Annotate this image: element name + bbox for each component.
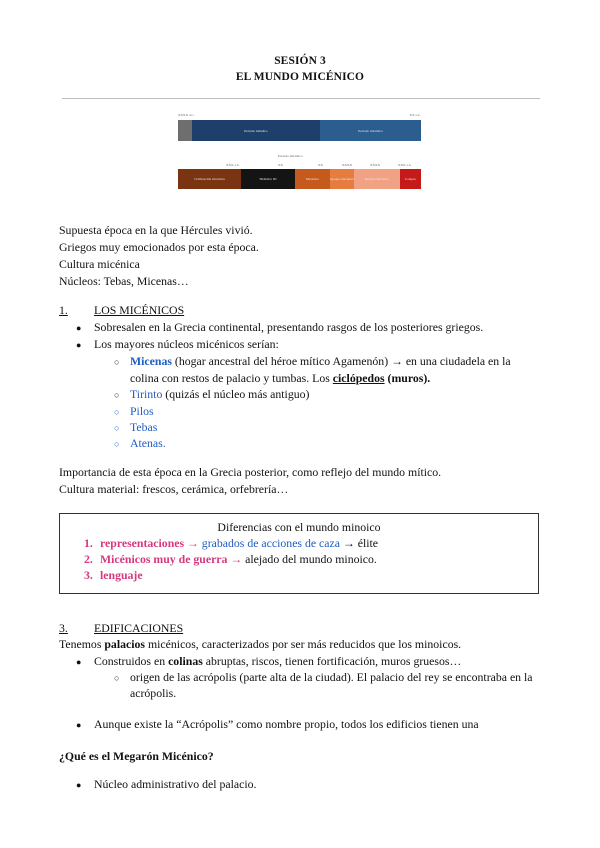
importance-line: Cultura material: frescos, cerámica, orfebrería… xyxy=(59,482,289,496)
section3-bullet: Aunque existe la “Acrópolis” como nombre propio, todos los edificios tienen una xyxy=(94,717,479,731)
colinas-term: colinas xyxy=(168,654,203,668)
bullet-dot: ● xyxy=(76,720,82,730)
arrow: → xyxy=(227,552,246,566)
timeline-image xyxy=(178,110,421,190)
box-item-1 xyxy=(100,536,378,551)
box-item-3: lenguaje xyxy=(100,568,143,582)
timeline-tick-label: XXXX xyxy=(342,163,353,167)
text: Construidos en xyxy=(94,654,169,668)
timeline-bottom-segment: Civilización micénica xyxy=(178,169,241,189)
bullet-dot: ● xyxy=(76,780,82,790)
bullet-dot: ● xyxy=(76,657,82,667)
section1-heading: LOS MICÉNICOS xyxy=(94,303,185,317)
micenas-name: Micenas xyxy=(130,354,172,368)
micenas-line-2 xyxy=(130,371,430,386)
micenas-text: (hogar ancestral del héroe mítico Agamenón) → en una ciudadela en la xyxy=(171,354,511,368)
sub-bullet-circle: ○ xyxy=(114,407,120,417)
box-item-2-rest: alejado del mundo minoico. xyxy=(245,552,377,566)
micenas-text: colina con restos de palacio y tumbas. Los xyxy=(130,371,333,385)
pilos-item: Pilos xyxy=(130,404,154,418)
box-item-1-rest: → élite xyxy=(340,536,379,550)
arrow: → xyxy=(184,536,202,550)
megaron-bullet: Núcleo administrativo del palacio. xyxy=(94,777,257,791)
muros-term: (muros). xyxy=(384,371,431,385)
intro-line: Supuesta época en la que Hércules vivió. xyxy=(59,223,253,237)
section1-bullet: Sobresalen en la Grecia continental, presentando rasgos de los posteriores griegos. xyxy=(94,320,484,334)
timeline-bottom-segment: Colapso xyxy=(400,169,421,189)
header-divider xyxy=(62,98,540,99)
section3-bullet xyxy=(94,654,461,669)
timeline-top-segment: Periodo micénico xyxy=(320,120,421,141)
importance-line: Importancia de esta época en la Grecia posterior, como reflejo del mundo mítico. xyxy=(59,465,442,479)
section3-sub-bullet: origen de las acrópolis (parte alta de la ciudad). El palacio del rey se encontraba en la xyxy=(130,670,533,684)
session-label: SESIÓN 3 xyxy=(274,55,326,67)
timeline-tick-label: XX xyxy=(278,163,284,167)
box-item-number: 3. xyxy=(84,568,93,582)
intro-line: Cultura micénica xyxy=(59,257,140,271)
section3-intro xyxy=(59,637,461,652)
timeline-bottom-segment: Apogeo micénico xyxy=(330,169,354,189)
timeline-top-segment xyxy=(178,120,192,141)
timeline-top-left-label: XXXX a.C. xyxy=(178,113,195,117)
tirinto-line xyxy=(130,387,309,402)
timeline-center-label: Periodo micénico xyxy=(278,154,303,158)
text: Tenemos xyxy=(59,637,105,651)
atenas-item: Atenas. xyxy=(130,436,166,450)
ciclopeos-term: ciclópedos xyxy=(332,371,385,385)
timeline-bottom-segment: Micénico xyxy=(295,169,330,189)
bullet-dot: ● xyxy=(76,340,82,350)
box-item-number: 1. xyxy=(84,536,93,550)
box-item-1-blue: grabados de acciones de caza xyxy=(201,536,341,550)
intro-line: Núcleos: Tebas, Micenas… xyxy=(59,274,189,288)
megaron-question: ¿Qué es el Megarón Micénico? xyxy=(59,749,214,763)
box-item-2-bold: Micénicos muy de guerra xyxy=(100,552,228,566)
section3-heading: EDIFICACIONES xyxy=(94,621,184,635)
tirinto-name: Tirinto xyxy=(130,387,163,401)
timeline-tick-label: XXX a.C. xyxy=(398,163,413,167)
sub-bullet-circle: ○ xyxy=(114,390,120,400)
timeline-tick-label: XXX a.C. xyxy=(226,163,241,167)
sub-bullet-circle: ○ xyxy=(114,673,120,683)
text: abruptas, riscos, tienen fortificación, muros gruesos… xyxy=(202,654,462,668)
tebas-item: Tebas xyxy=(130,420,158,434)
section3-number: 3. xyxy=(59,621,68,635)
box-item-2 xyxy=(100,552,377,567)
timeline-tick-label: XXXX xyxy=(370,163,381,167)
bullet-dot: ● xyxy=(76,323,82,333)
sub-bullet-circle: ○ xyxy=(114,357,120,367)
palacios-term: palacios xyxy=(104,637,146,651)
page-title: EL MUNDO MICÉNICO xyxy=(235,71,365,83)
micenas-line xyxy=(130,354,511,369)
box-title: Diferencias con el mundo minoico xyxy=(217,520,381,534)
timeline-top-segment: Periodo heládico xyxy=(192,120,320,141)
section1-bullet: Los mayores núcleos micénicos serían: xyxy=(94,337,279,351)
timeline-tick-label: XX xyxy=(318,163,324,167)
box-item-number: 2. xyxy=(84,552,93,566)
sub-bullet-circle: ○ xyxy=(114,439,120,449)
timeline-bottom-segment: Heládico III xyxy=(241,169,295,189)
section3-sub-bullet-cont: acrópolis. xyxy=(130,686,177,700)
timeline-bottom-segment: Declive micénico xyxy=(354,169,400,189)
timeline-top-right-label: XX a.C. xyxy=(409,113,421,117)
sub-bullet-circle: ○ xyxy=(114,423,120,433)
section1-number: 1. xyxy=(59,303,68,317)
intro-line: Griegos muy emocionados por esta época. xyxy=(59,240,259,254)
tirinto-text: (quizás el núcleo más antiguo) xyxy=(162,387,310,401)
box-item-1-bold: representaciones xyxy=(100,536,185,550)
text: micénicos, caracterizados por ser más reducidos que los minoicos. xyxy=(145,637,462,651)
